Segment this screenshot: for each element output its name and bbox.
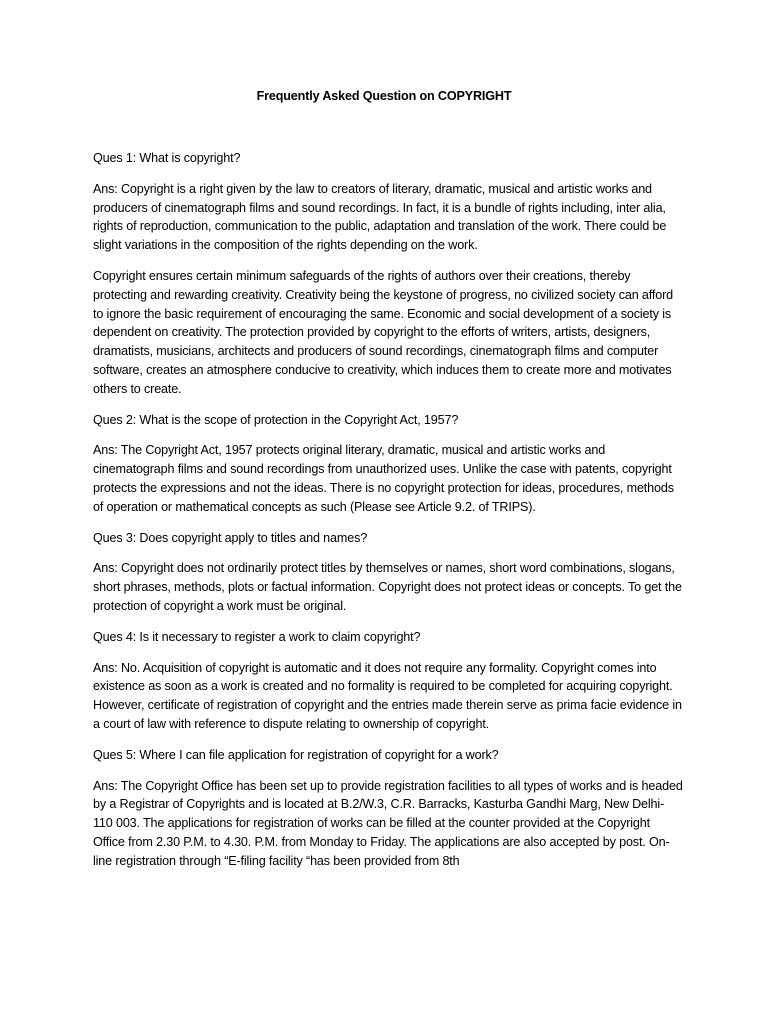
document-title: Frequently Asked Question on COPYRIGHT <box>256 89 512 103</box>
question-5: Ques 5: Where I can file application for registration of copyright for a work? <box>93 747 499 762</box>
answer-1: Ans: Copyright is a right given by the law to creators of literary, dramatic, musical and artistic works and producers of cinematograph films and sound recordings. In fact, it is a bundle of rights including, inter alia, rights of reproduction, communication to the public, adaptation and translation of the work. There could be slight variations in the composition of the rights depending on the work. <box>93 181 667 253</box>
answer-4: Ans: No. Acquisition of copyright is automatic and it does not require any formality. Copyright comes into existence as soon as a work is created and no formality is required to be completed for acquiring copyright. However, certificate of registration of copyright and the entries made therein serve as prima facie evidence in a court of law with reference to dispute relating to ownership of copyright. <box>93 660 682 731</box>
question-2: Ques 2: What is the scope of protection in the Copyright Act, 1957? <box>93 412 459 427</box>
answer-3: Ans: Copyright does not ordinarily protect titles by themselves or names, short word combinations, slogans, short phrases, methods, plots or factual information. Copyright does not protect ideas or concepts. To get the protection of copyright a work must be original. <box>93 561 682 613</box>
question-1: Ques 1: What is copyright? <box>93 151 241 165</box>
answer-2: Ans: The Copyright Act, 1957 protects original literary, dramatic, musical and artistic works and cinematograph films and sound recordings from unauthorized uses. Unlike the case with patents, copyright protects the expressions and not the ideas. There is no copyright protection for ideas, procedures, methods of operation or mathematical concepts as such (Please see Article 9.2. of TRIPS). <box>93 443 674 514</box>
answer-5: Ans: The Copyright Office has been set up to provide registration facilities to all types of works and is headed by a Registrar of Copyrights and is located at B.2/W.3, C.R. Barracks, Kasturba Gandhi Marg, New Delhi- 110 003. The applications for registration of works can be filled at the counter provided at the Copyright Office from 2.30 P.M. to 4.30. P.M. from Monday to Friday. The applications are also accepted by post. On-line registration through “E-filing facility “has been provided from 8th <box>93 778 683 868</box>
question-3: Ques 3: Does copyright apply to titles and names? <box>93 530 368 545</box>
document-body <box>93 149 683 883</box>
question-4: Ques 4: Is it necessary to register a work to claim copyright? <box>93 629 421 644</box>
answer-1-continued: Copyright ensures certain minimum safeguards of the rights of authors over their creations, thereby protecting and rewarding creativity. Creativity being the keystone of progress, no civilized society can afford to ignore the basic requirement of encouraging the same. Economic and social development of a society is dependent on creativity. The protection provided by copyright to the efforts of writers, artists, designers, dramatists, musicians, architects and producers of sound recordings, cinematograph films and computer software, creates an atmosphere conducive to creativity, which induces them to create more and motivates others to create. <box>93 268 673 396</box>
